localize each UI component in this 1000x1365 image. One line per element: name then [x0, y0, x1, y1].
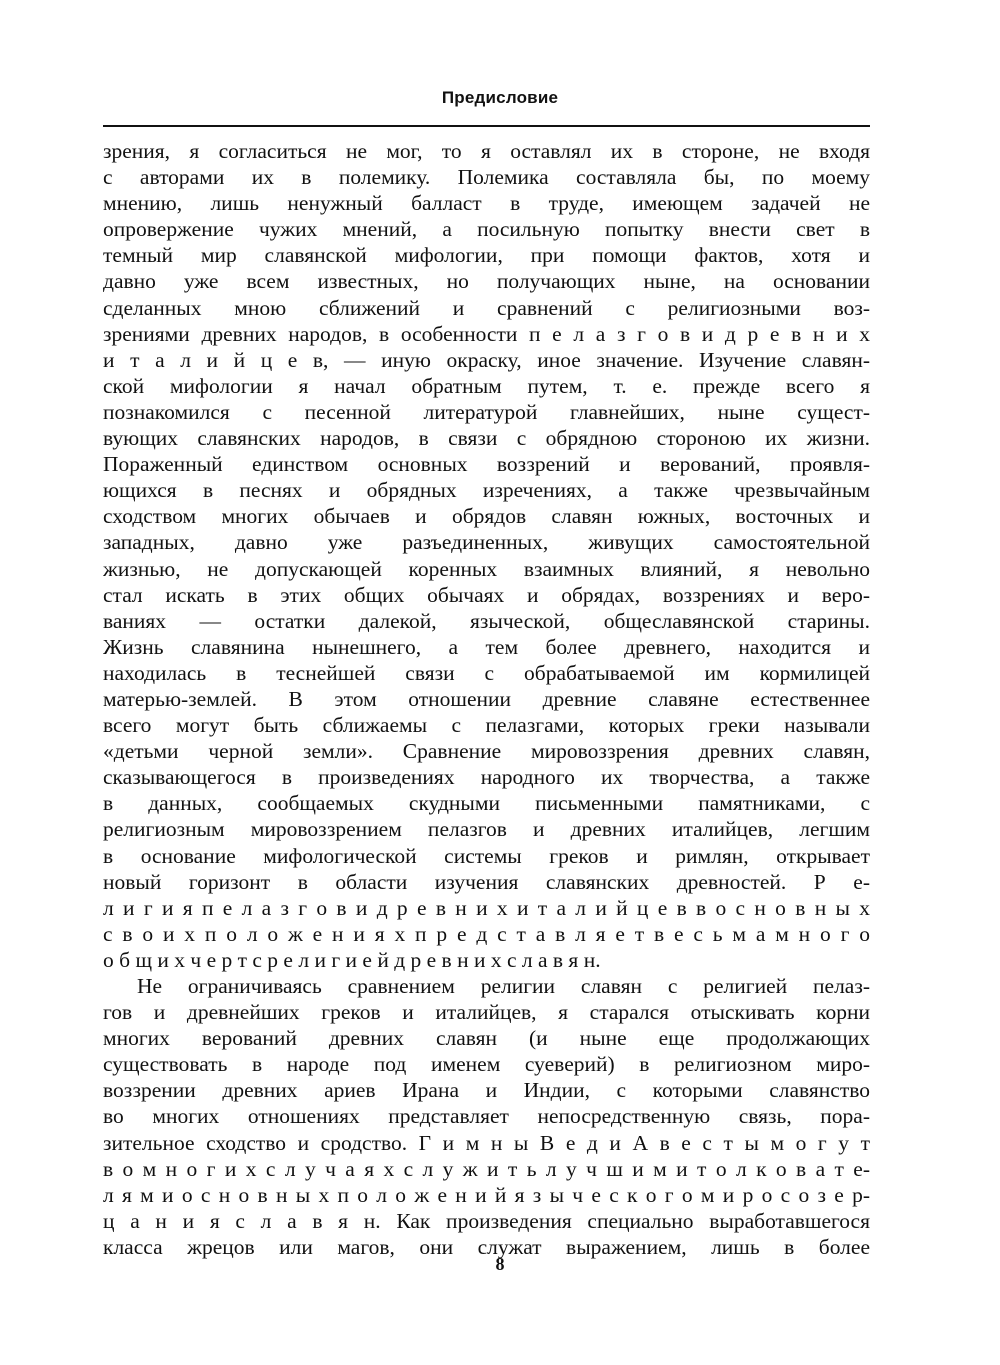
- text-line: многих верований древних славян (и ныне еще продолжающих: [103, 1026, 870, 1051]
- text-line: сходством многих обычаев и обрядов славян южных, восточных и: [103, 504, 870, 529]
- text-line: зительное сходство и сродство. Г и м н ы В е д и А в е с т ы м о г у т: [103, 1130, 870, 1155]
- text-line: опровержение чужих мнений, а посильную попытку внести свет в: [103, 217, 870, 242]
- text-line: ской мифологии я начал обратным путем, т. е. прежде всего я: [103, 373, 870, 398]
- text-line: находилась в теснейшей связи с обрабатываемой им кормилицей: [103, 660, 870, 685]
- text-line: зрениями древних народов, в особенности п е л а з г о в и д р е в н и х: [103, 321, 870, 346]
- text-line: религиозным мировоззрением пелазгов и древних италийцев, легшим: [103, 817, 870, 842]
- text-line: в о м н о г и х с л у ч а я х с л у ж и т ь л у ч ш и м и т о л к о в а т е-: [103, 1156, 870, 1181]
- text-line: воззрении древних ариев Ирана и Индии, с которыми славянство: [103, 1078, 870, 1103]
- text-line: всего могут быть сближаемы с пелазгами, которых греки называли: [103, 713, 870, 738]
- text-line: ц а н и я с л а в я н. Как произведения специально выработавшегося: [103, 1208, 870, 1233]
- text-line: западных, давно уже разъединенных, живущих самостоятельной: [103, 530, 870, 555]
- text-line: вующих славянских народов, в связи с обрядною стороною их жизни.: [103, 426, 870, 451]
- text-line: мнению, лишь ненужный балласт в труде, имеющем задачей не: [103, 191, 870, 216]
- text-line: Не ограничиваясь сравнением религии славян с религией пелаз-: [137, 974, 870, 998]
- text-line: Пораженный единством основных воззрений и верований, проявля-: [103, 452, 870, 477]
- text-line: с авторами их в полемику. Полемика составляла бы, по моему: [103, 165, 870, 190]
- text-line: о б щ и х ч е р т с р е л и г и е й д р е в н и х с л а в я н.: [103, 947, 601, 972]
- text-line: в данных, сообщаемых скудными письменными памятниками, с: [103, 791, 870, 816]
- text-line: л я м и о с н о в н ы х п о л о ж е н и й я з ы ч е с к о г о м и р о с о з е р-: [103, 1182, 870, 1207]
- text-line: познакомился с песенной литературой главнейших, ныне сущест-: [103, 399, 870, 424]
- running-title: Предисловие: [441, 88, 559, 107]
- text-line: ваниях — остатки далекой, языческой, общеславянской старины.: [103, 608, 870, 633]
- text-line: темный мир славянской мифологии, при помощи фактов, хотя и: [103, 243, 870, 268]
- text-line: во многих отношениях представляет непосредственную связь, пора-: [103, 1104, 870, 1129]
- page-number: 8: [495, 1254, 505, 1274]
- text-line: сказывающегося в произведениях народного их творчества, а также: [103, 765, 870, 790]
- text-line: гов и древнейших греков и италийцев, я старался отыскивать корни: [103, 1000, 870, 1025]
- text-line: ющихся в песнях и обрядных изречениях, а также чрезвычайным: [103, 478, 870, 503]
- text-line: и т а л и й ц е в, — иную окраску, иное значение. Изучение славян-: [103, 347, 870, 372]
- text-line: класса жрецов или магов, они служат выражением, лишь в более: [103, 1234, 870, 1259]
- text-line: в основание мифологической системы греков и римлян, открывает: [103, 843, 870, 868]
- text-line: давно уже всем известных, но получающих ныне, на основании: [103, 269, 870, 294]
- paragraph-2: [103, 973, 870, 1260]
- text-line: л и г и я п е л а з г о в и д р е в н и х и т а л и й ц е в в о с н о в н ы х: [103, 895, 870, 920]
- text-line: новый горизонт в области изучения славянских древностей. Р е-: [103, 869, 870, 894]
- text-line: существовать в народе под именем суеверий) в религиозном миро-: [103, 1052, 870, 1077]
- paragraph-1: [103, 138, 870, 973]
- text-line: матерью-землей. В этом отношении древние славяне естественнее: [103, 686, 870, 711]
- text-line: с в о и х п о л о ж е н и я х п р е д с т а в л я е т в е с ь м а м н о г о: [103, 921, 870, 946]
- text-line: зрения, я согласиться не мог, то я оставлял их в стороне, не входя: [103, 139, 870, 163]
- text-line: стал искать в этих общих обычаях и обрядах, воззрениях и веро-: [103, 582, 870, 607]
- text-line: жизнью, не допускающей коренных взаимных влияний, я невольно: [103, 556, 870, 581]
- header-rule: [103, 125, 870, 127]
- text-line: «детьми черной земли». Сравнение мировоззрения древних славян,: [103, 739, 870, 764]
- text-line: сделанных мною сближений и сравнений с религиозными воз-: [103, 295, 870, 320]
- body-text: [103, 138, 870, 1260]
- text-line: Жизнь славянина нынешнего, а тем более древнего, находится и: [103, 634, 870, 659]
